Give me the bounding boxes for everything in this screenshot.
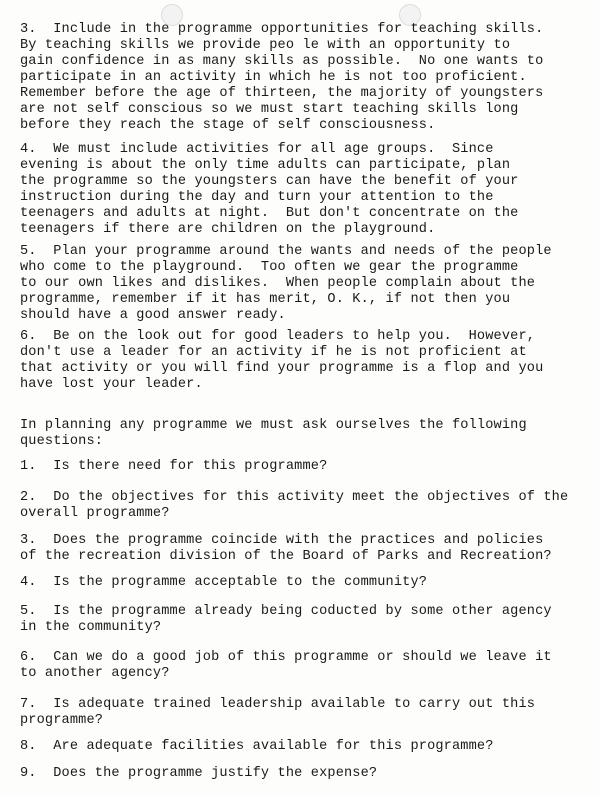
text-line: teenagers if there are children on the playground. <box>20 222 436 237</box>
question-item: 2. Do the objectives for this activity meet the objectives of the <box>20 490 569 505</box>
text-line: 4. We must include activities for all age groups. Since <box>20 142 494 157</box>
text-line: 5. Plan your programme around the wants and needs of the people <box>20 244 552 259</box>
text-line: before they reach the stage of self consciousness. <box>20 118 436 133</box>
text-line: gain confidence in as many skills as possible. No one wants to <box>20 54 544 69</box>
question-item-continued: programme? <box>20 713 104 728</box>
text-line: programme, remember if it has merit, O. K., if not then you <box>20 292 511 307</box>
text-line: questions: <box>20 434 104 449</box>
question-item: 5. Is the programme already being coducted by some other agency <box>20 604 552 619</box>
question-item: 1. Is there need for this programme? <box>20 459 328 474</box>
text-line: 6. Be on the look out for good leaders to help you. However, <box>20 329 536 344</box>
question-item-continued: to another agency? <box>20 666 170 681</box>
text-line: By teaching skills we provide peo le with an opportunity to <box>20 38 511 53</box>
question-item: 8. Are adequate facilities available for this programme? <box>20 739 494 754</box>
text-line: Remember before the age of thirteen, the majority of youngsters <box>20 86 544 101</box>
question-item: 6. Can we do a good job of this programme or should we leave it <box>20 650 552 665</box>
text-line: teenagers and adults at night. But don't concentrate on the <box>20 206 519 221</box>
text-line: the programme so the youngsters can have the benefit of your <box>20 174 519 189</box>
question-item-continued: of the recreation division of the Board of Parks and Recreation? <box>20 549 552 564</box>
text-line: participate in an activity in which he is not too proficient. <box>20 70 527 85</box>
text-line: that activity or you will find your programme is a flop and you <box>20 361 544 376</box>
question-item-continued: in the community? <box>20 620 162 635</box>
text-line: In planning any programme we must ask ourselves the following <box>20 418 527 433</box>
text-line: have lost your leader. <box>20 377 203 392</box>
question-item: 4. Is the programme acceptable to the community? <box>20 575 428 590</box>
text-line: evening is about the only time adults can participate, plan <box>20 158 511 173</box>
text-line: instruction during the day and turn your attention to the <box>20 190 494 205</box>
question-item-continued: overall programme? <box>20 506 170 521</box>
text-line: 3. Include in the programme opportunities for teaching skills. <box>20 22 544 37</box>
question-item: 7. Is adequate trained leadership available to carry out this <box>20 697 536 712</box>
text-line: to our own likes and dislikes. When people complain about the <box>20 276 536 291</box>
text-line: don't use a leader for an activity if he is not proficient at <box>20 345 527 360</box>
question-item: 3. Does the programme coincide with the practices and policies <box>20 533 544 548</box>
text-line: are not self conscious so we must start teaching skills long <box>20 102 519 117</box>
question-item: 9. Does the programme justify the expense? <box>20 766 378 781</box>
text-line: who come to the playground. Too often we gear the programme <box>20 260 519 275</box>
text-line: should have a good answer ready. <box>20 308 286 323</box>
